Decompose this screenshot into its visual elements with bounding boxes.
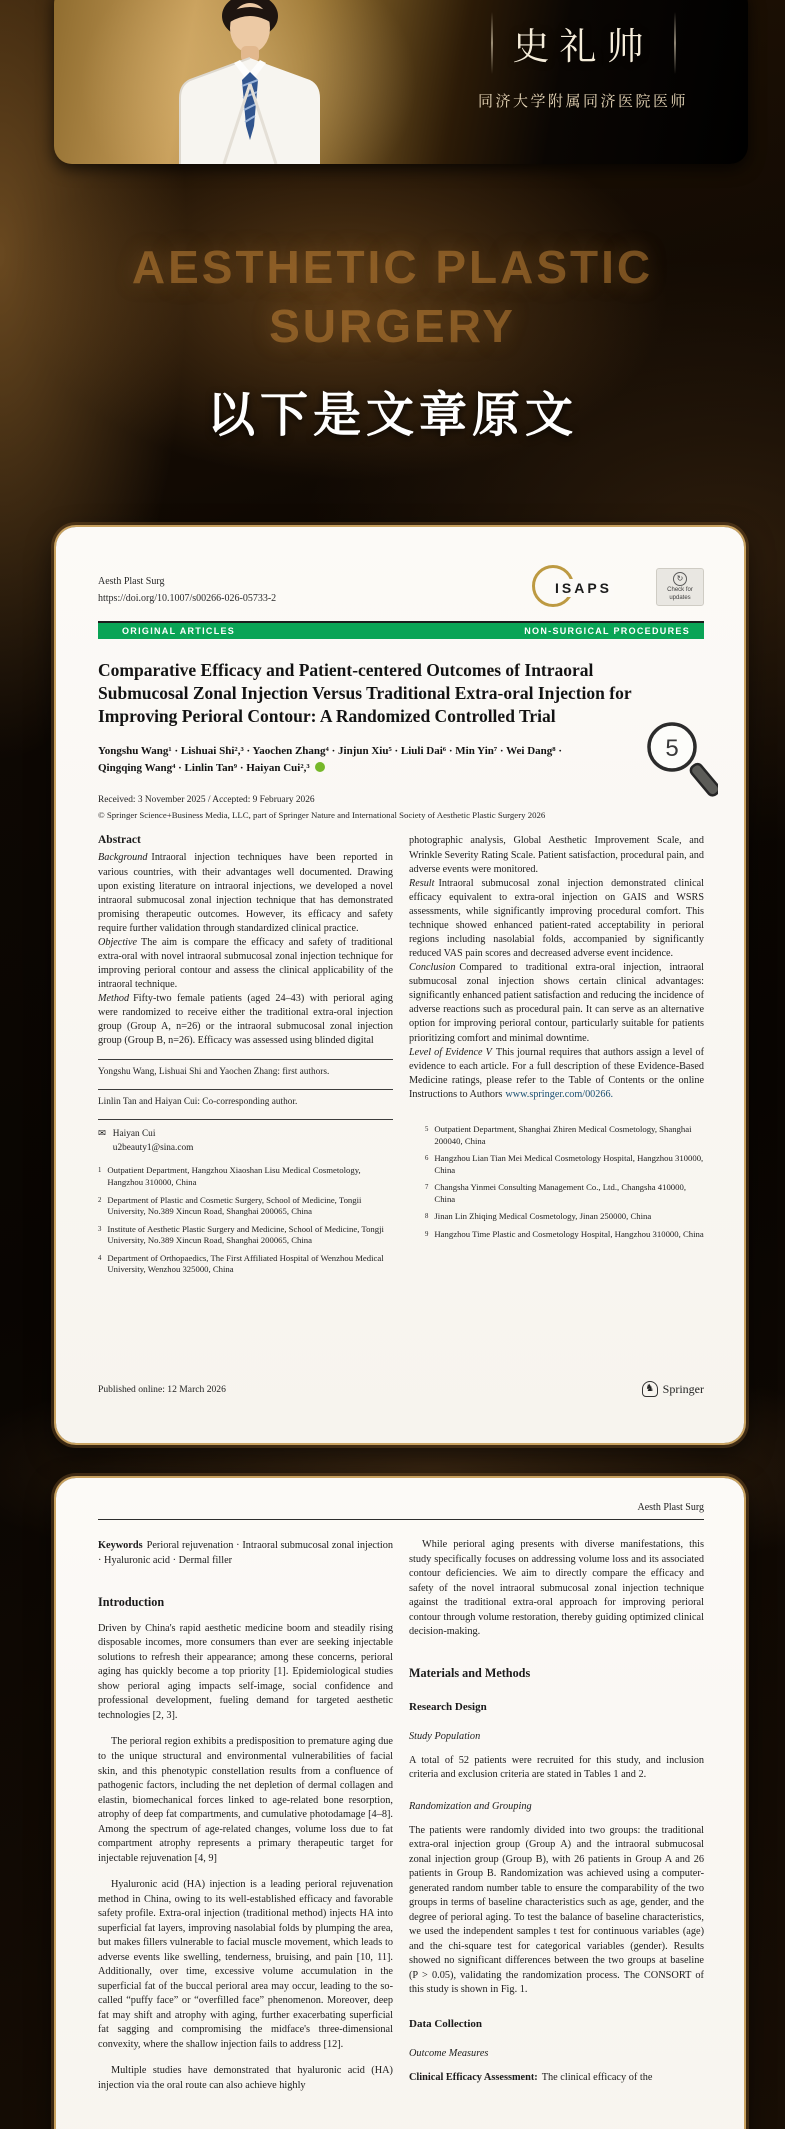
affiliation-item: 1 Outpatient Department, Hangzhou Xiaoshan Lisu Medical Cosmetology, Hangzhou 310000, China [98, 1165, 361, 1188]
doctor-photo [130, 0, 370, 164]
conclusion-label: Conclusion [409, 962, 456, 974]
affiliation-item: 2 Department of Plastic and Cosmetic Surgery, School of Medicine, Tongii University, No.389 Xincun Road, Shanghai 200065, China [98, 1194, 362, 1217]
watermark-line1: AESTHETIC PLASTIC [131, 241, 654, 293]
intro-paragraph-3: Hyaluronic acid (HA) injection is a leading perioral rejuvenation method in China, owing to its well-established efficacy and favorable safety profile. Extra-oral injection (traditional method) injects HA into superficial fat layers, improving nasolabial folds by plumping the area, but makes fillers vulnerable to facial muscle movement, which leads to adverse events like swelling, tenderness, bruising, and pain [10, 11]. Additionally, over time, excessive volume accumulation in the superficial fat of the buccal perioral area may occur, leading to the so-called “puffy face” or “overfilled face” phenomenon. Moreover, deep fat may shift and atrophy with aging, further exacerbating superficial fat sagging and compromising the midface's three-dimensional convexity, where the shallow injection fails to address [12]. [98, 1879, 393, 2050]
keywords-label: Keywords [98, 1540, 143, 1551]
level-of-evidence-label: Level of Evidence V [409, 1046, 492, 1058]
article-title: Comparative Efficacy and Patient-centered Outcomes of Intraoral Submucosal Zonal Injection Versus Traditional Extra-oral Injection for Improving Perioral Contour: A Randomized Controlled Trial [98, 660, 632, 726]
background-label: Background [98, 852, 148, 864]
abstract-columns [98, 834, 704, 1282]
copyright-line: © Springer Science+Business Media, LLC, part of Springer Nature and International Society of Aesthetic Plastic Surgery 2026 [98, 810, 546, 821]
page2-left-column [98, 1538, 393, 2093]
journal-name: Aesth Plast Surg [98, 576, 165, 587]
springer-logo: ♞ Springer [642, 1381, 704, 1397]
running-head: Aesth Plast Surg [637, 1502, 704, 1513]
magnifier-sticker-icon [642, 719, 718, 815]
method-continued-text: photographic analysis, Global Aesthetic Improvement Scale, and Wrinkle Severity Rating Scale. Patient satisfaction, procedural pain, and adverse events were monitored. [409, 835, 704, 875]
research-design-heading: Research Design [409, 1700, 487, 1713]
orcid-icon[interactable] [315, 762, 325, 772]
data-collection-heading: Data Collection [409, 2017, 483, 2030]
svg-text:5: 5 [665, 735, 679, 762]
outcome-measures-heading: Outcome Measures [409, 2047, 489, 2059]
watermark-line2: SURGERY [269, 299, 516, 352]
affiliation-item: 3 Institute of Aesthetic Plastic Surgery and Medicine, School of Medicine, Tongji University, No.389 Xincun Road, Shanghai 200065, China [98, 1223, 384, 1246]
clinical-efficacy-text: The clinical efficacy of the [541, 2071, 653, 2083]
check-for-updates-badge[interactable]: ↻ Check for updates [656, 568, 704, 606]
objective-text: The aim is compare the efficacy and safety of traditional extra-oral with novel intraoral submucosal zonal injection technique for improving perioral contour and assess the clinical applicability of the intraoral technique. [98, 936, 393, 991]
section-label: 以下是文章原文 [206, 389, 578, 442]
introduction-heading: Introduction [98, 1594, 165, 1609]
randomization-text: The patients were randomly divided into two groups: the traditional extra-oral injection group (Group A) and the intraoral submucosal zonal injection group (Group B), with 26 patients in Group A and 26 patients in Group B. Randomization was achieved using a computer-generated random number table to ensure the comparability of the two groups in terms of baseline characteristics such as age, gender, and the degree of perioral aging. To test the balance of baseline characteristics, we used the independent samples t test for continuous variables (age) and the chi-square test for categorical variables (gender). Results showed no significant differences between the two groups at baseline (P > 0.05), validating the randomization process. The CONSORT of this study is shown in Fig. 1. [409, 1824, 704, 1996]
banner-right-label: NON-SURGICAL PROCEDURES [524, 626, 690, 636]
doctor-profile-card [54, 0, 748, 164]
clinical-efficacy-paragraph [409, 2071, 704, 2086]
banner-left-label: ORIGINAL ARTICLES [122, 626, 236, 636]
intro-paragraph-1: Driven by China's rapid aesthetic medicine boom and steadily rising disposable incomes, more consumers than ever are seeking injectable solutions to refresh their appearance; among these concerns, perioral aging has quickly become a top priority [1]. Epidemiological studies show perioral aging impacts self-image, social confidence and professional development, fueling demand for targeted aesthetic technologies [2, 3]. [98, 1622, 393, 1721]
name-bracket-left [491, 12, 493, 74]
name-bracket-right [674, 12, 676, 74]
page2-columns [98, 1538, 704, 2093]
footnote-divider [98, 1119, 393, 1120]
level-of-evidence-text: This journal requires that authors assign a level of evidence to each article. For a full description of these Evidence-Based Medicine ratings, please refer to the Table of Contents or the online Instructions to Authors [409, 1046, 704, 1100]
study-population-heading: Study Population [409, 1730, 481, 1742]
doctor-title: 同济大学附属同济医院医师 [477, 94, 688, 110]
paper-page-1 [56, 527, 744, 1443]
abstract-right-column [409, 834, 704, 1282]
affiliations-right [409, 1124, 704, 1241]
affiliation-item: 5 Outpatient Department, Shanghai Zhiren Medical Cosmetology, Shanghai 200040, China [425, 1123, 692, 1146]
conclusion-text: Compared to traditional extra-oral injection, intraoral submucosal zonal injection shows certain clinical advantages: significantly enhanced patient satisfaction and reducing the incidence of adverse reactions such as procedural pain. It can serve as an alternative option for improving perioral contour, particularly suitable for patients prioritizing comfort and minimal downtime. [409, 962, 704, 1044]
background-text: Intraoral injection techniques have been reported in various countries, with their advantages well documented. Drawing upon existing literature on intraoral injections, we developed a novel intraoral submucosal zonal injection technique that has demonstrated promising therapeutic outcomes. However, its efficacy and safety require further validation through standardized clinical practice. [98, 852, 393, 934]
affiliation-item: 9 Hangzhou Time Plastic and Cosmetology Hospital, Hangzhou 310000, China [425, 1228, 704, 1239]
springer-horse-icon: ♞ [642, 1381, 658, 1397]
affiliation-item: 8 Jinan Lin Zhiqing Medical Cosmetology, Jinan 250000, China [425, 1211, 652, 1222]
result-text: Intraoral submucosal zonal injection demonstrated clinical efficacy equivalent to extra-oral injection on GAIS and WSRS assessments, while significantly improving procedural comfort. This technique showed enhanced patient-rated acceptability in perioral regions including nasolabial folds, accompanied by significantly reduced VAS pain scores and decreased adverse event incidence. [409, 877, 704, 960]
journal-info [98, 557, 276, 607]
keywords-text: Perioral rejuvenation · Intraoral submucosal zonal injection · Hyaluronic acid · Dermal filler [98, 1540, 393, 1567]
abstract-left-column [98, 834, 393, 1282]
update-arrow-icon: ↻ [673, 572, 687, 586]
doi-link[interactable]: https://doi.org/10.1007/s00266-026-05733-2 [98, 593, 277, 604]
aims-paragraph: While perioral aging presents with diverse manifestations, this study specifically focuses on addressing volume loss and its associated contour deficiencies. We aim to directly compare the efficacy and safety of the novel intraoral submucosal zonal injection technique against the traditional extra-oral approach for improving perioral contour through volume restoration, thereby guiding optimized clinical decision-making. [409, 1539, 704, 1638]
page1-header [98, 557, 704, 611]
dates-block [98, 793, 704, 822]
running-head-rule [98, 1519, 704, 1520]
doctor-name: 史礼帅 [512, 27, 654, 68]
corresponding-email-block [98, 1128, 393, 1156]
randomization-heading: Randomization and Grouping [409, 1800, 532, 1812]
corresponding-name: Haiyan Cui [112, 1128, 156, 1139]
page2-right-column [409, 1538, 704, 2093]
corresponding-email[interactable]: u2beauty1@sina.com [112, 1142, 194, 1153]
corresponding-note: Linlin Tan and Haiyan Cui: Co-corresponding author. [98, 1096, 298, 1107]
method-label: Method [98, 993, 130, 1005]
study-population-text: A total of 52 patients were recruited for this study, and inclusion criteria and exclusion criteria are stated in Tables 1 and 2. [409, 1754, 704, 1781]
received-accepted: Received: 3 November 2025 / Accepted: 9 February 2026 [98, 795, 315, 806]
footnote-divider [98, 1089, 393, 1090]
article-type-banner [98, 621, 704, 639]
paper-page-2 [56, 1478, 744, 2129]
author-list: Yongshu Wang¹ · Lishuai Shi²,³ · Yaochen Zhang⁴ · Jinjun Xiu⁵ · Liuli Dai⁶ · Min Yin⁷ · Wei Dang⁸ · Qingqing Wang⁴ · Linlin Tan⁹ · Haiyan Cui²,³ [98, 745, 562, 775]
affiliation-item: 7 Changsha Yinmei Consulting Management Co., Ltd., Changsha 410000, China [425, 1182, 686, 1204]
abstract-heading: Abstract [98, 834, 141, 847]
method-text: Fifty-two female patients (aged 24–43) with perioral aging were randomized to receive either the traditional extra-oral injection group (Group A, n=26) or the intraoral submucosal zonal injection group (Group B, n=26). Efficacy was assessed using blinded digital [98, 993, 393, 1047]
keywords-paragraph [98, 1538, 393, 1569]
springer-instructions-link[interactable]: www.springer.com/00266. [505, 1088, 614, 1100]
affiliation-item: 4 Department of Orthopaedics, The First Affiliated Hospital of Wenzhou Medical University, Wenzhou 325000, China [98, 1252, 384, 1275]
clinical-efficacy-label: Clinical Efficacy Assessment: [409, 2071, 538, 2083]
isaps-logo: ISAPS [532, 563, 644, 611]
page1-footer [98, 1381, 704, 1397]
published-online: Published online: 12 March 2026 [98, 1383, 226, 1395]
first-authors-note: Yongshu Wang, Lishuai Shi and Yaochen Zhang: first authors. [98, 1066, 330, 1077]
envelope-icon: ✉ [98, 1128, 106, 1139]
journal-watermark [0, 238, 785, 356]
doctor-identity [418, 12, 748, 111]
intro-paragraph-4: Multiple studies have demonstrated that hyaluronic acid (HA) injection via the oral route can also achieve highly [98, 2065, 393, 2091]
result-label: Result [409, 877, 435, 889]
intro-paragraph-2: The perioral region exhibits a predisposition to premature aging due to the unique structural and environmental vulnerabilities of facial skin, and this phenotypic constellation results from a confluence of pathogenic factors, including the net depletion of dermal collagen and elastin, biomechanical forces linked to age-related bone resorption, atrophy of deep fat compartments, and cumulative photodamage [4–8]. Among the spectrum of age-related changes, volume loss due to fat compartment atrophy represents a primary therapeutic target for injectable rejuvenation [4, 9] [98, 1736, 393, 1864]
objective-label: Objective [98, 936, 138, 948]
materials-methods-heading: Materials and Methods [409, 1665, 531, 1680]
affiliation-item: 6 Hangzhou Lian Tian Mei Medical Cosmetology Hospital, Hangzhou 310000, China [425, 1153, 704, 1175]
footnote-divider [98, 1059, 393, 1060]
